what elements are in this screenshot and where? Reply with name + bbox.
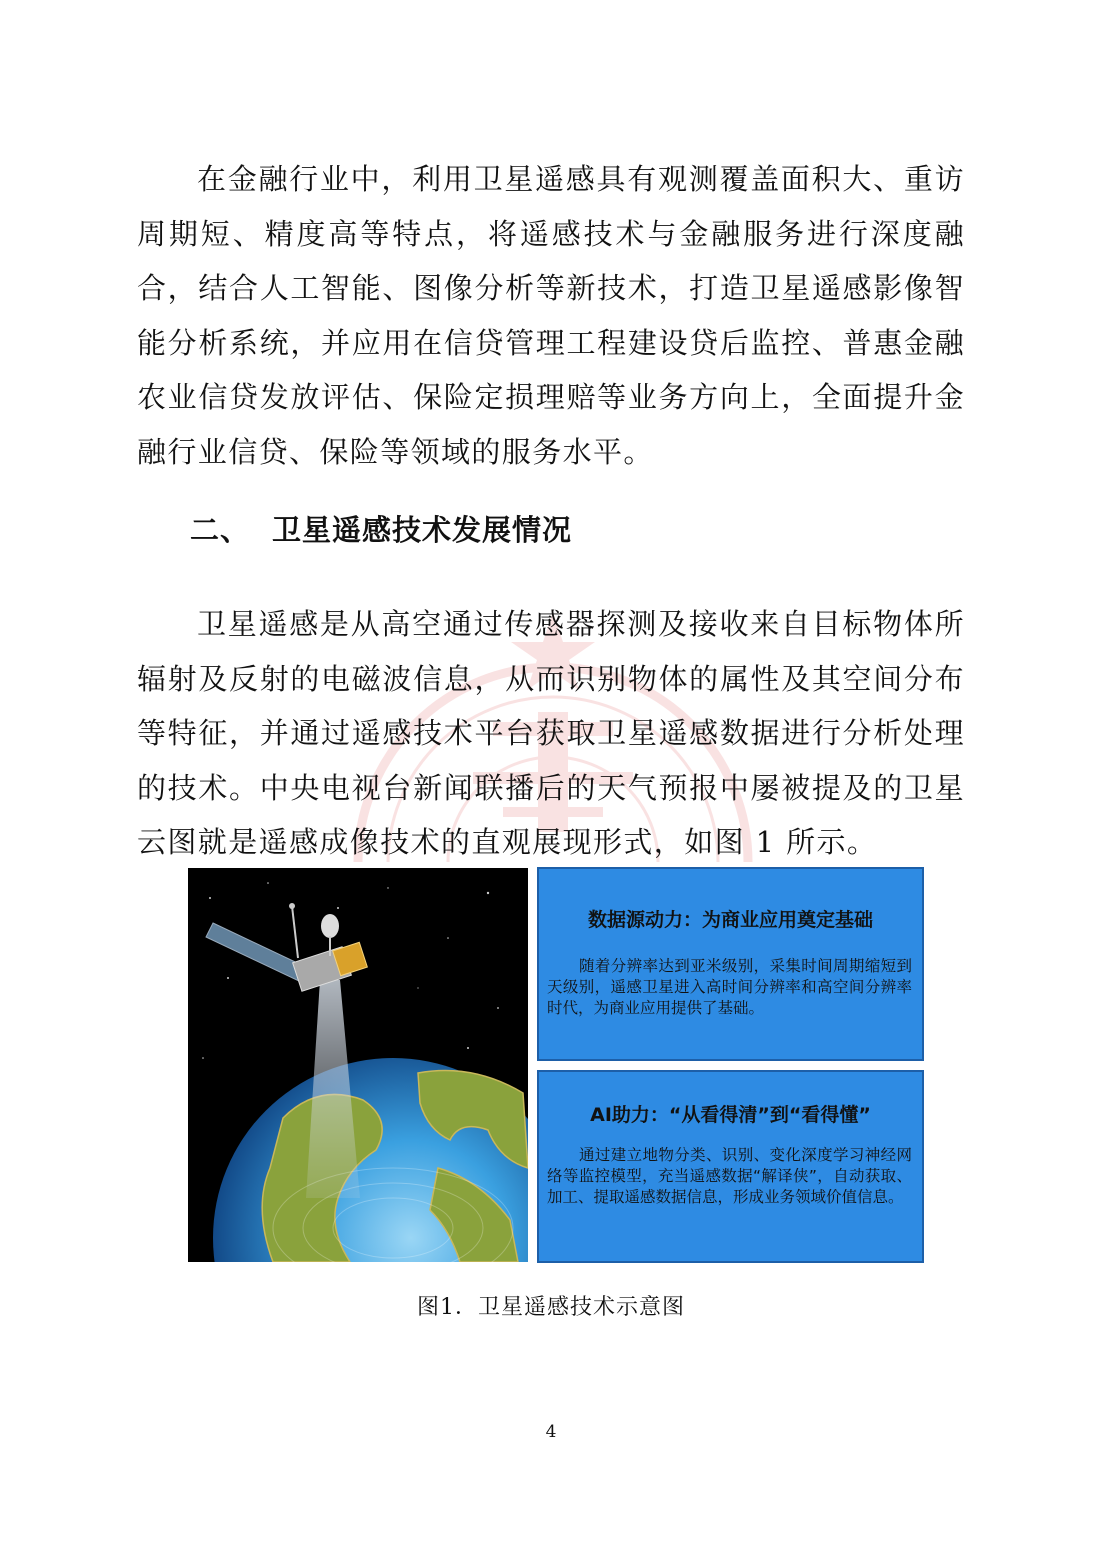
page-number: 4 (545, 1422, 557, 1442)
section-heading (190, 508, 572, 549)
info-box-text: 随着分辨率达到亚米级别，采集时间周期缩短到天级别，遥感卫星进入高时间分辨率和高空间分辨率时代，为商业应用提供了基础。 (547, 957, 912, 1017)
info-box-text: 通过建立地物分类、识别、变化深度学习神经网络等监控模型，充当遥感数据“解译侠”，自动获取、加工、提取遥感数据信息，形成业务领域价值信息。 (547, 1146, 912, 1206)
paragraph-remote-sensing-definition: 卫星遥感是从高空通过传感器探测及接收来自目标物体所辐射及反射的电磁波信息，从而识别物体的属性及其空间分布等特征，并通过遥感技术平台获取卫星遥感数据进行分析处理的技术。中央电视台新闻联播后的天气预报中屡被提及的卫星云图就是遥感成像技术的直观展现形式，如图 1 所示。 (137, 607, 965, 859)
paragraph-finance-application: 在金融行业中，利用卫星遥感具有观测覆盖面积大、重访周期短、精度高等特点，将遥感技术与金融服务进行深度融合，结合人工智能、图像分析等新技术，打造卫星遥感影像智能分析系统，并应用在信贷管理工程建设贷后监控、普惠金融农业信贷发放评估、保险定损理赔等业务方向上，全面提升金融行业信贷、保险等领域的服务水平。 (137, 162, 965, 469)
figure-caption: 图1．卫星遥感技术示意图 (417, 1295, 685, 1320)
info-box-ai (537, 1070, 924, 1263)
info-box-data-source (537, 867, 924, 1061)
satellite-earth-image (188, 868, 528, 1262)
info-box-title: AI助力：“从看得清”到“看得懂” (590, 1104, 871, 1126)
section-title: 卫星遥感技术发展情况 (272, 513, 573, 547)
section-number: 二、 (190, 513, 251, 547)
info-box-title: 数据源动力：为商业应用奠定基础 (587, 909, 873, 931)
